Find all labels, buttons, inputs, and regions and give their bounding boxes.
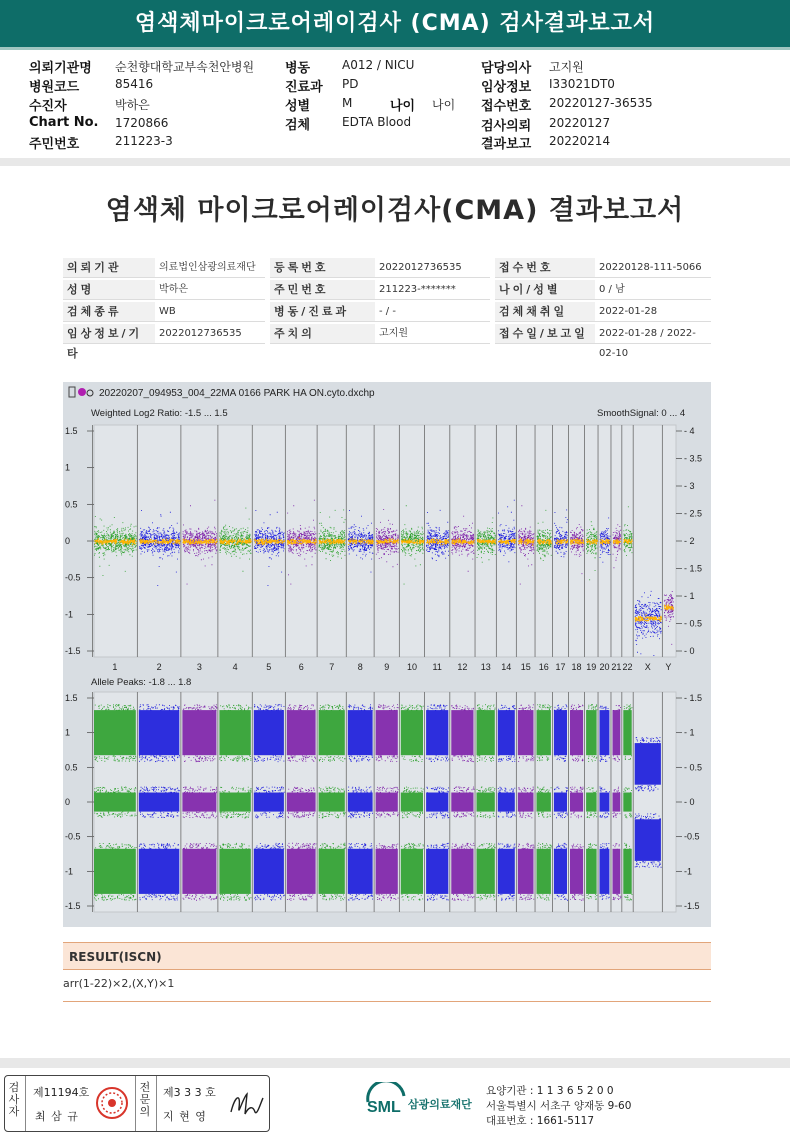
header-value: 211223-3: [115, 134, 173, 148]
header-key: 임상정보: [481, 80, 532, 95]
allele-band-chr-8: [348, 710, 373, 755]
allele-band-chr-11: [426, 793, 448, 812]
signer-2: 지 현 영: [163, 1110, 207, 1123]
report-title: 염색체 마이크로어레이검사(CMA) 결과보고서: [105, 195, 685, 226]
left-tick-label: -1.5: [65, 901, 81, 911]
allele-band-chr-22: [623, 793, 631, 812]
allele-band-chr-5: [254, 710, 284, 755]
left-tick-label: -1: [65, 866, 74, 877]
allele-band-chr-14: [498, 849, 515, 894]
grid-key: 검체종류: [63, 302, 155, 322]
sign-separator: [135, 1076, 136, 1131]
allele-band-chr-21: [613, 710, 621, 755]
handwritten-signature: [225, 1088, 265, 1120]
seal-stamp-1: [95, 1086, 129, 1120]
allele-band-chr-8: [348, 849, 373, 894]
org-name: 삼광의료재단: [408, 1098, 472, 1111]
footer-info-3: 대표번호 : 1661-5117: [486, 1115, 595, 1127]
grid-key: 의뢰기관: [63, 258, 155, 278]
header-key: 진료과: [285, 80, 323, 95]
left-tick-label: -0.5: [65, 572, 81, 583]
allele-band-chr-10: [401, 849, 423, 894]
allele-band-chr-14: [498, 710, 515, 755]
allele-band-chr-17: [554, 793, 567, 812]
file-icon: [69, 387, 75, 397]
result-iscn-value: arr(1-22)×2,(X,Y)×1: [63, 977, 175, 990]
right-tick-label: - 2.5: [684, 508, 703, 519]
allele-band-chr-4: [219, 849, 250, 894]
grid-key: 검체채취일: [495, 302, 595, 322]
allele-band-chr-7: [319, 849, 345, 894]
header-key: 접수번호: [481, 99, 532, 114]
top-panel-right-label: SmoothSignal: 0 ... 4: [597, 408, 686, 419]
right-tick-label: - 0.5: [684, 618, 703, 629]
header-key: 담당의사: [481, 61, 532, 76]
chromosome-label: 3: [196, 662, 202, 672]
result-heading: RESULT(ISCN): [63, 942, 711, 970]
allele-peaks-panel: [65, 692, 702, 912]
allele-band-chr-14: [498, 793, 515, 812]
chromosome-label: 2: [156, 662, 162, 672]
header-key: Chart No.: [29, 115, 99, 130]
allele-band-chr-1: [94, 710, 136, 755]
allele-band-chr-15: [518, 849, 534, 894]
left-tick-label: -1.5: [65, 646, 81, 656]
header-key: 검체: [285, 118, 311, 133]
grid-key: 나이/성별: [495, 280, 595, 300]
sign-separator: [25, 1076, 26, 1131]
allele-band-chr-4: [219, 710, 250, 755]
header-value: 20220214: [549, 134, 611, 148]
chromosome-label: 21: [611, 662, 622, 672]
left-tick-label: 0.5: [65, 499, 78, 510]
allele-band-chr-7: [319, 710, 345, 755]
allele-band-chr-1: [94, 849, 136, 894]
header-value: PD: [342, 77, 359, 91]
allele-band-chr-5: [254, 849, 284, 894]
allele-band-chr-18: [570, 793, 583, 812]
chromosome-label: 20: [599, 662, 610, 672]
left-tick-label: 0: [65, 536, 71, 546]
age-value: 나이: [432, 98, 456, 112]
grid-key: 병동/진료과: [270, 302, 375, 322]
left-tick-label: -1: [65, 609, 74, 620]
allele-band-chr-16: [537, 710, 551, 755]
right-tick-label: -1.5: [684, 901, 700, 911]
chromosome-label: Y: [665, 662, 672, 672]
header-key: 성별: [285, 99, 311, 114]
header-value: 85416: [115, 77, 154, 91]
allele-band-chr-3: [182, 793, 216, 812]
right-tick-label: -0.5: [684, 831, 700, 842]
plot-file-name: 20220207_094953_004_22MA 0166 PARK HA ON.cyto.dxchp: [99, 388, 375, 399]
result-divider: [63, 1001, 711, 1002]
right-tick-label: - 1.5: [684, 563, 703, 574]
allele-band-chr-6: [287, 849, 316, 894]
grid-value: 박하은: [155, 280, 265, 300]
grid-key: 접수번호: [495, 258, 595, 278]
allele-band-chr-13: [477, 793, 495, 812]
top-divider: [0, 47, 790, 50]
right-tick-label: - 1: [684, 591, 695, 601]
grid-key: 성명: [63, 280, 155, 300]
left-tick-label: 1: [65, 727, 71, 738]
grid-key: 등록번호: [270, 258, 375, 278]
allele-band-chr-7: [319, 793, 345, 812]
allele-band-chr-11: [426, 710, 448, 755]
right-tick-label: - 2: [684, 536, 695, 546]
left-tick-label: 1.5: [65, 426, 78, 436]
chromosome-label: 8: [357, 662, 363, 672]
left-tick-label: 0.5: [65, 762, 78, 773]
right-tick-label: - 4: [684, 426, 695, 436]
top-panel-label: Weighted Log2 Ratio: -1.5 ... 1.5: [91, 408, 228, 419]
allele-band-chr-X: [635, 743, 661, 785]
allele-band-chr-10: [401, 793, 423, 812]
allele-band-chr-15: [518, 710, 534, 755]
chromosome-label: 7: [329, 662, 335, 672]
grid-key: 접수일/보고일: [495, 324, 595, 344]
section-divider: [0, 158, 790, 166]
allele-band-chr-9: [376, 849, 398, 894]
allele-band-chr-21: [613, 849, 621, 894]
allele-band-chr-13: [477, 849, 495, 894]
header-value: EDTA Blood: [342, 115, 412, 129]
right-tick-label: - 3: [684, 481, 695, 491]
license-2: 제3 3 3 호: [163, 1086, 216, 1099]
svg-text:SML: SML: [367, 1099, 401, 1116]
right-tick-label: - 0.5: [684, 762, 703, 773]
chromosome-label: 17: [555, 662, 566, 672]
chromosome-label: 10: [406, 662, 418, 672]
header-key: 검사의뢰: [481, 119, 532, 134]
chromosome-label: 9: [384, 662, 390, 672]
chromosome-label: X: [644, 662, 651, 672]
chromosome-label: 16: [538, 662, 549, 672]
grid-key: 임상정보/기타: [63, 324, 155, 344]
grid-value: 2022-01-28 / 2022-02-10: [595, 324, 711, 344]
allele-band-chr-3: [182, 710, 216, 755]
allele-band-chr-18: [570, 710, 583, 755]
allele-band-chr-12: [451, 793, 473, 812]
chromosome-label: 22: [622, 662, 633, 672]
grid-value: 2022012736535: [155, 324, 265, 344]
chromosome-label: 14: [501, 662, 512, 672]
grid-key: 주치의: [270, 324, 375, 344]
allele-band-chr-21: [613, 793, 621, 812]
header-key: 결과보고: [481, 137, 532, 152]
allele-band-chr-1: [94, 793, 136, 812]
allele-band-chr-20: [600, 849, 610, 894]
header-value: 1720866: [115, 116, 169, 130]
header-value: 고지원: [549, 60, 584, 74]
left-tick-label: 0: [65, 797, 71, 807]
header-key: 병원코드: [29, 80, 80, 95]
grid-value: WB: [155, 302, 265, 322]
stamp1-vertical-label: 검사자: [8, 1081, 20, 1118]
header-value: A012 / NICU: [342, 58, 415, 72]
allele-band-chr-12: [451, 710, 473, 755]
age-key: 나이: [390, 99, 416, 114]
header-value: I33021DT0: [549, 77, 615, 91]
chromosome-label: 6: [298, 662, 304, 672]
allele-band-chr-17: [554, 710, 567, 755]
grid-value: 2022-01-28: [595, 302, 711, 322]
right-tick-label: - 3.5: [684, 453, 703, 464]
chromosome-label: 4: [232, 662, 238, 672]
allele-band-chr-X: [635, 819, 661, 861]
license-1: 제11194호: [33, 1086, 90, 1099]
chromosome-label: 18: [571, 662, 582, 672]
grid-value: 0 / 남: [595, 280, 711, 300]
allele-band-chr-15: [518, 793, 534, 812]
male-sex-icon: [87, 390, 93, 396]
left-tick-label: 1: [65, 462, 71, 473]
allele-band-chr-6: [287, 793, 316, 812]
right-tick-label: - 0: [684, 797, 695, 807]
signature-box: [4, 1075, 270, 1132]
header-value: 20220127-36535: [549, 96, 653, 110]
grid-value: 2022012736535: [375, 258, 490, 278]
allele-band-chr-3: [182, 849, 216, 894]
allele-band-chr-19: [586, 849, 597, 894]
grid-value: 20220128-111-5066: [595, 258, 711, 278]
allele-band-chr-17: [554, 849, 567, 894]
header-value: 순천향대학교부속천안병원: [115, 60, 255, 74]
footer-divider: [0, 1058, 790, 1068]
allele-band-chr-9: [376, 710, 398, 755]
stamp2-vertical-label: 전문의: [139, 1081, 151, 1118]
cma-plot: [63, 382, 711, 927]
allele-band-chr-13: [477, 710, 495, 755]
allele-band-chr-18: [570, 849, 583, 894]
grid-value: 211223-*******: [375, 280, 490, 300]
allele-band-chr-16: [537, 793, 551, 812]
chromosome-label: 13: [480, 662, 491, 672]
sml-logo-icon: [364, 1082, 408, 1122]
chromosome-label: 15: [520, 662, 531, 672]
header-value: 20220127: [549, 116, 611, 130]
log2-ratio-panel: [65, 425, 702, 672]
allele-band-chr-20: [600, 710, 610, 755]
right-tick-label: -1: [684, 866, 693, 877]
left-tick-label: 1.5: [65, 693, 78, 703]
grid-value: - / -: [375, 302, 490, 322]
grid-value: 의료법인삼광의료재단: [155, 258, 265, 278]
sign-separator: [156, 1076, 157, 1131]
chromosome-label: 11: [432, 662, 442, 672]
allele-band-chr-6: [287, 710, 316, 755]
left-tick-label: -0.5: [65, 831, 81, 842]
header-key: 주민번호: [29, 137, 80, 152]
bottom-panel-label: Allele Peaks: -1.8 ... 1.8: [91, 677, 192, 688]
allele-band-chr-16: [537, 849, 551, 894]
chromosome-label: 5: [266, 662, 272, 672]
allele-band-chr-11: [426, 849, 448, 894]
header-key: 의뢰기관명: [29, 61, 92, 76]
allele-band-chr-4: [219, 793, 250, 812]
allele-band-chr-22: [623, 849, 631, 894]
allele-band-chr-20: [600, 793, 610, 812]
allele-band-chr-12: [451, 849, 473, 894]
right-tick-label: - 1.5: [684, 693, 703, 703]
allele-band-chr-22: [623, 710, 631, 755]
allele-band-chr-5: [254, 793, 284, 812]
chromosome-label: 12: [457, 662, 468, 672]
document-top-title: 염색체마이크로어레이검사 (CMA) 검사결과보고서: [0, 0, 790, 47]
header-key: 수진자: [29, 99, 67, 114]
allele-band-chr-10: [401, 710, 423, 755]
footer-info-2: 서울특별시 서초구 양재동 9-60: [486, 1100, 632, 1112]
header-key: 병동: [285, 61, 311, 76]
grid-key: 주민번호: [270, 280, 375, 300]
header-value: 박하은: [115, 98, 150, 112]
allele-band-chr-2: [139, 793, 180, 812]
chromosome-label: 19: [586, 662, 597, 672]
allele-band-chr-19: [586, 710, 597, 755]
signer-1: 최 삼 규: [35, 1110, 79, 1123]
pin-icon: [78, 388, 86, 396]
right-tick-label: - 0: [684, 646, 695, 656]
header-value: M: [342, 96, 353, 110]
allele-band-chr-19: [586, 793, 597, 812]
right-tick-label: - 1: [684, 727, 695, 738]
allele-band-chr-8: [348, 793, 373, 812]
footer-info-1: 요양기관 : 1 1 3 6 5 2 0 0: [486, 1085, 614, 1097]
chromosome-label: 1: [112, 662, 118, 672]
allele-band-chr-2: [139, 710, 180, 755]
allele-band-chr-9: [376, 793, 398, 812]
grid-value: 고지원: [375, 324, 490, 344]
allele-band-chr-2: [139, 849, 180, 894]
